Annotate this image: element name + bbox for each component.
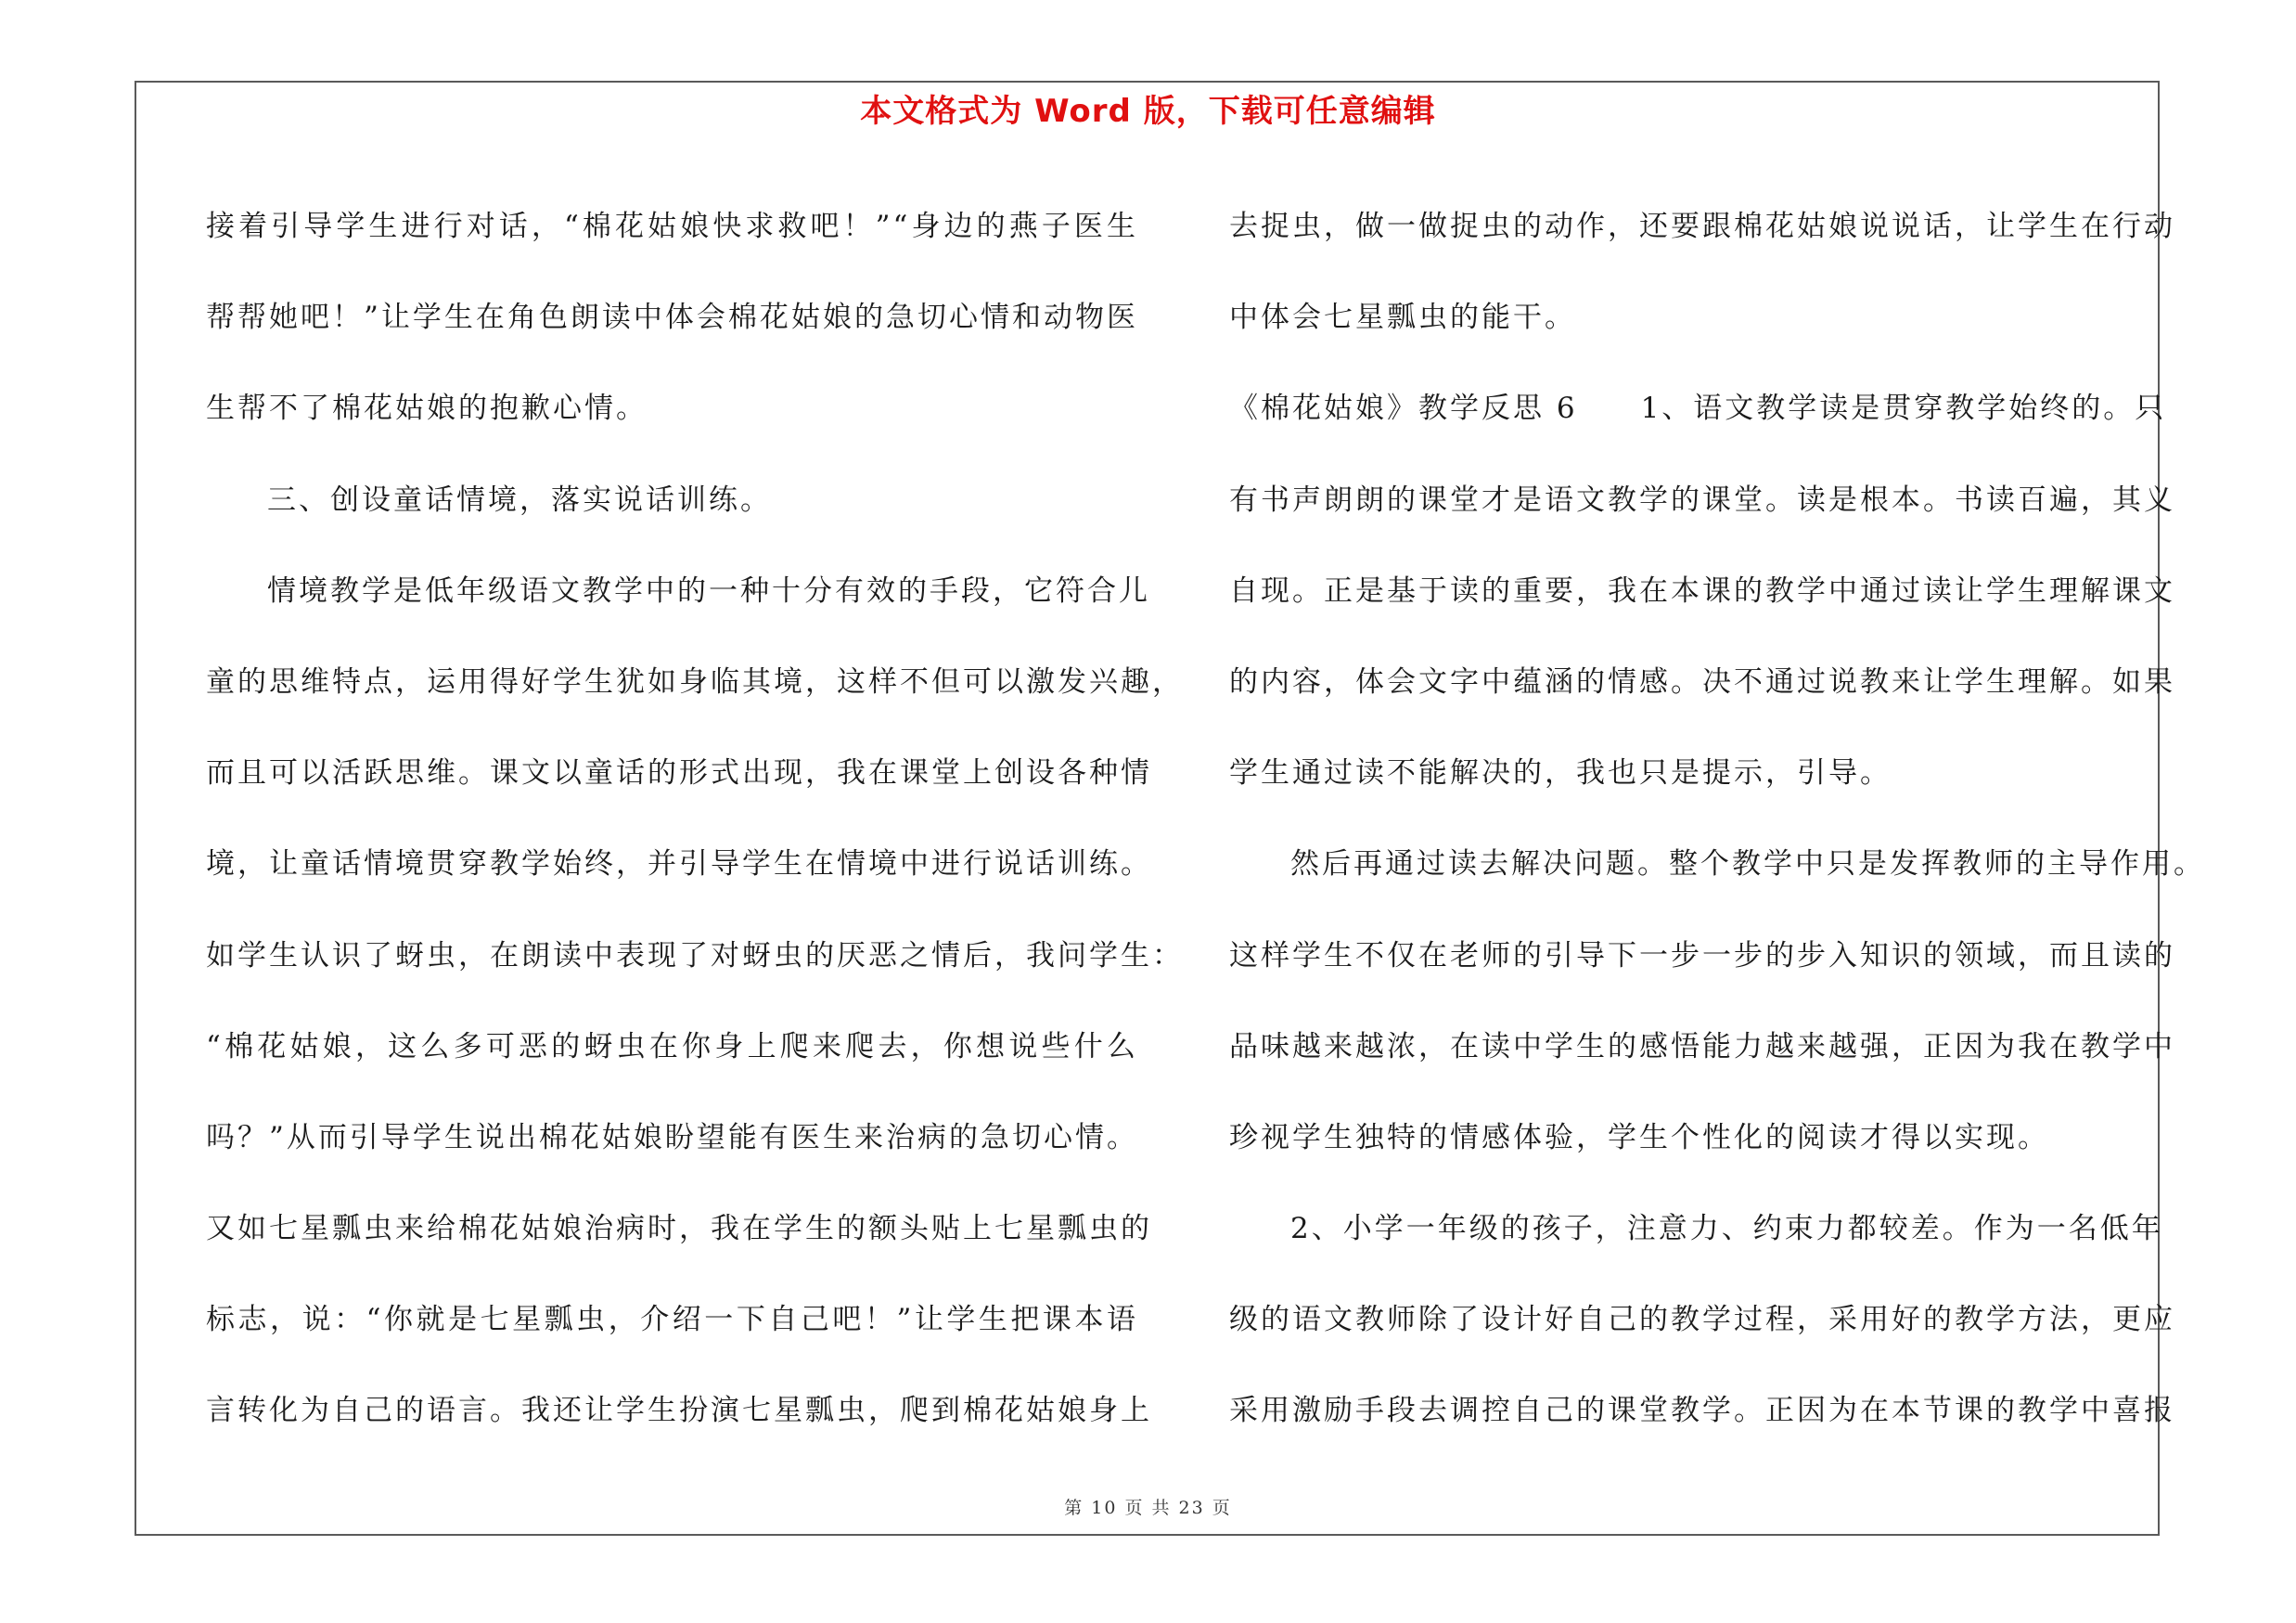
text-line: 标志，说：“你就是七星瓢虫，介绍一下自己吧！”让学生把课本语	[206, 1303, 1138, 1337]
text-line: 2、小学一年级的孩子，注意力、约束力都较差。作为一名低年	[1290, 1212, 2163, 1246]
text-line: 学生通过读不能解决的，我也只是提示，引导。	[1229, 756, 1892, 791]
text-line: 三、创设童话情境，落实说话训练。	[267, 483, 772, 517]
text-line: 然后再通过读去解决问题。整个教学中只是发挥教师的主导作用。	[1290, 847, 2205, 882]
text-line: 又如七星瓢虫来给棉花姑娘治病时，我在学生的额头贴上七星瓢虫的	[206, 1212, 1152, 1246]
text-line: 情境教学是低年级语文教学中的一种十分有效的手段，它符合儿	[267, 573, 1150, 608]
text-line: 级的语文教师除了设计好自己的教学过程，采用好的教学方法，更应	[1229, 1303, 2175, 1337]
text-line: 生帮不了棉花姑娘的抱歉心情。	[206, 392, 648, 426]
text-line: 吗？”从而引导学生说出棉花姑娘盼望能有医生来治病的急切心情。	[206, 1120, 1138, 1154]
text-line: 这样学生不仅在老师的引导下一步一步的步入知识的领域，而且读的	[1229, 938, 2175, 973]
text-line: “棉花姑娘，这么多可恶的蚜虫在你身上爬来爬去，你想说些什么	[206, 1029, 1138, 1063]
text-line: 境，让童话情境贯穿教学始终，并引导学生在情境中进行说话训练。	[206, 847, 1152, 882]
text-line: 言转化为自己的语言。我还让学生扮演七星瓢虫，爬到棉花姑娘身上	[206, 1394, 1152, 1428]
text-line: 帮帮她吧！”让学生在角色朗读中体会棉花姑娘的急切心情和动物医	[206, 301, 1138, 335]
text-line: 而且可以活跃思维。课文以童话的形式出现，我在课堂上创设各种情	[206, 756, 1152, 791]
text-line: 品味越来越浓，在读中学生的感悟能力越来越强，正因为我在教学中	[1229, 1029, 2175, 1063]
text-line: 有书声朗朗的课堂才是语文教学的课堂。读是根本。书读百遍，其义	[1229, 483, 2175, 517]
text-line: 中体会七星瓢虫的能干。	[1229, 301, 1576, 335]
text-line: 如学生认识了蚜虫，在朗读中表现了对蚜虫的厌恶之情后，我问学生：	[206, 938, 1184, 973]
text-line: 珍视学生独特的情感体验，学生个性化的阅读才得以实现。	[1229, 1120, 2049, 1154]
text-line: 童的思维特点，运用得好学生犹如身临其境，这样不但可以激发兴趣，	[206, 664, 1184, 699]
text-line: 自现。正是基于读的重要，我在本课的教学中通过读让学生理解课文	[1229, 573, 2175, 608]
page-number-footer: 第 10 页 共 23 页	[1064, 1498, 1232, 1518]
text-line: 接着引导学生进行对话，“棉花姑娘快求救吧！”“身边的燕子医生	[206, 210, 1138, 243]
text-line: 采用激励手段去调控自己的课堂教学。正因为在本节课的教学中喜报	[1229, 1394, 2175, 1428]
text-line: 去捉虫，做一做捉虫的动作，还要跟棉花姑娘说说话，让学生在行动	[1229, 210, 2175, 243]
word-format-banner: 本文格式为 Word 版，下载可任意编辑	[860, 93, 1436, 130]
text-line: 《棉花姑娘》教学反思 6 1、语文教学读是贯穿教学始终的。只	[1229, 392, 2167, 426]
text-line: 的内容，体会文字中蕴涵的情感。决不通过说教来让学生理解。如果	[1229, 664, 2175, 699]
left-text-column	[206, 181, 1184, 1457]
right-text-column	[1229, 181, 2205, 1457]
